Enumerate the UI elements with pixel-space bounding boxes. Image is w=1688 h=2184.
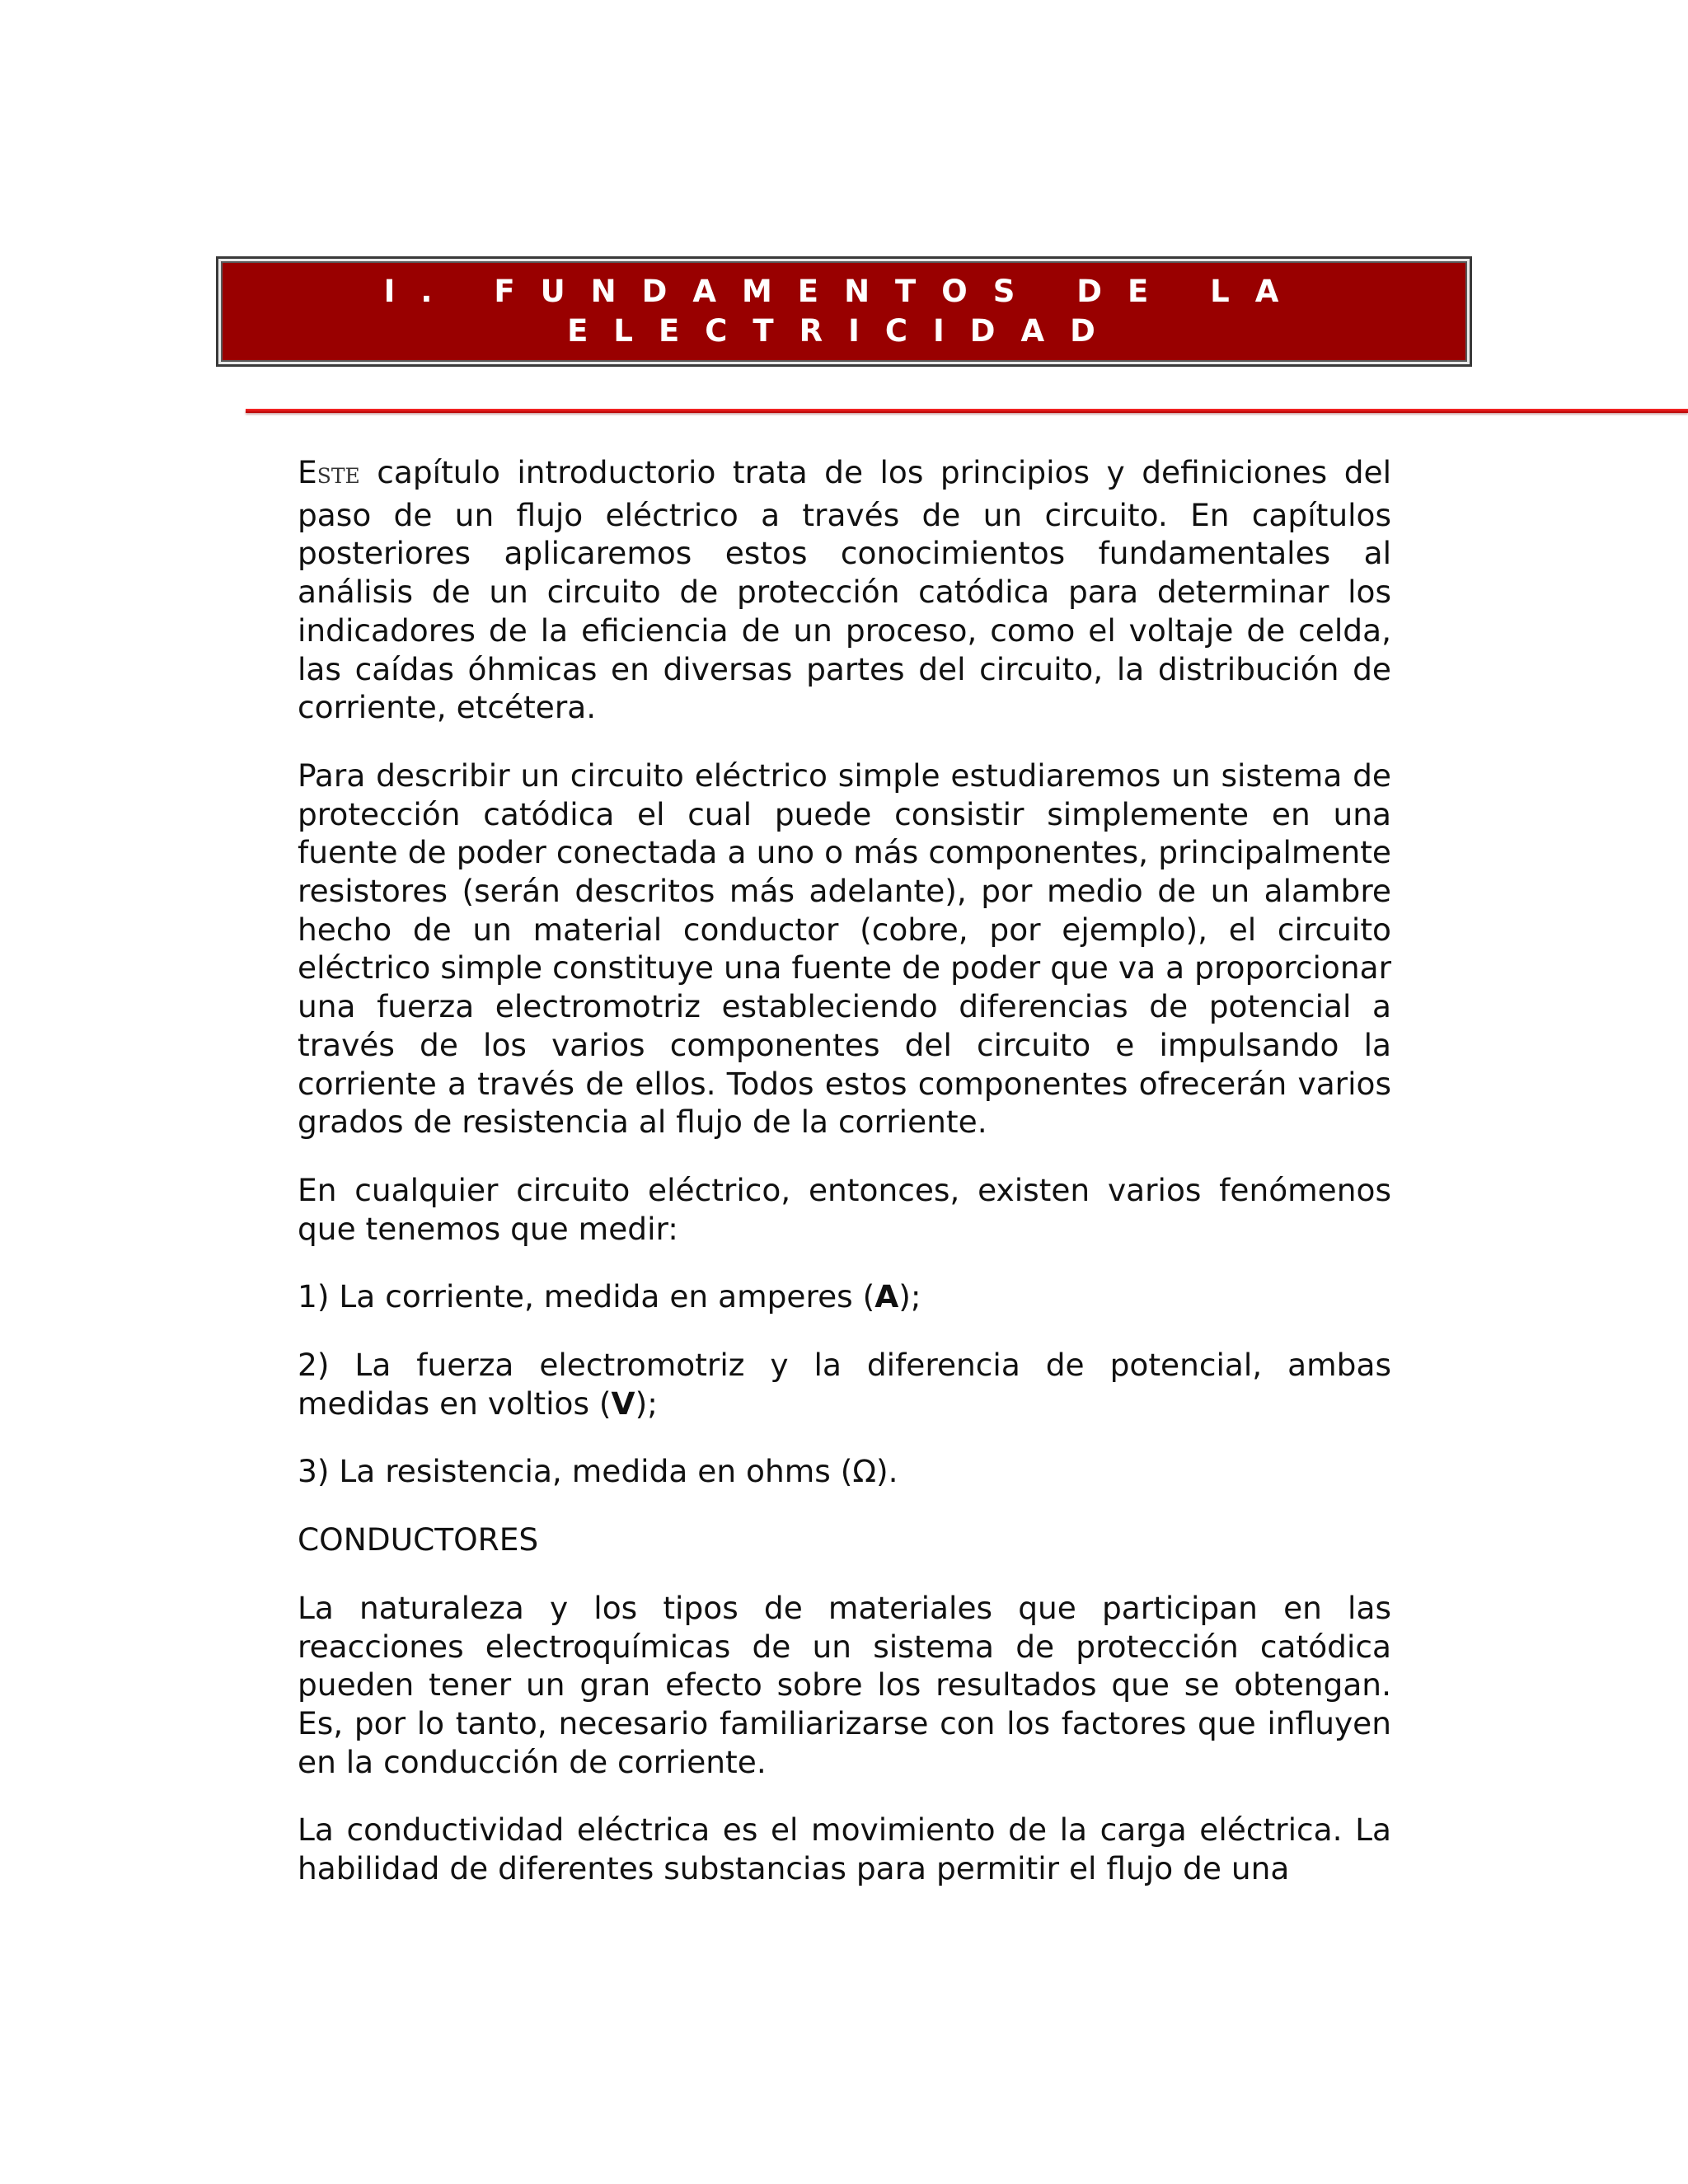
unit-volts: V [611, 1385, 635, 1422]
list-item-resistance: 3) La resistencia, medida en ohms (Ω). [298, 1453, 898, 1490]
circuit-description-paragraph: Para describir un circuito eléctrico simple estudiaremos un sistema de protección catódica el cual puede consistir simplemente en una fuente de poder conectada a uno o más componentes, principalmente resistores (serán descritos más adelante), por medio de un alambre hecho de un material conductor (cobre, por ejemplo), el circuito eléctrico simple constituye una fuente de poder que va a proporcionar una fuerza electromotriz estableciendo diferencias de potencial a través de los varios componentes del circuito e impulsando la corriente a través de ellos. Todos estos componentes ofrecerán varios grados de resistencia al flujo de la corriente. [298, 757, 1391, 1141]
chapter-title-line-1: I. FUNDAMENTOS DE LA [383, 274, 1305, 309]
unit-amperes: A [874, 1278, 899, 1315]
list-item-voltage-text: 2) La fuerza electromotriz y la diferencia de potencial, ambas medidas en voltios ( [298, 1347, 1391, 1422]
chapter-title-banner [216, 256, 1472, 367]
list-item-voltage-end: ); [635, 1385, 658, 1422]
chapter-body [298, 453, 1391, 1918]
list-item-current-end: ); [898, 1278, 921, 1315]
red-divider-rule [246, 409, 1688, 413]
materials-paragraph: La naturaleza y los tipos de materiales que participan en las reacciones electroquímicas de un sistema de protección catódica pueden tener un gran efecto sobre los resultados que se obtengan. Es, por lo tanto, necesario familiarizarse con los factores que influyen en la conducción de corriente. [298, 1589, 1391, 1780]
intro-initial-letter: E [298, 454, 317, 490]
phenomena-intro-paragraph: En cualquier circuito eléctrico, entonces, existen varios fenómenos que tenemos que medir: [298, 1171, 1391, 1247]
section-heading-conductores: CONDUCTORES [298, 1521, 539, 1558]
intro-small-caps: STE [316, 464, 360, 488]
conductivity-paragraph: La conductividad eléctrica es el movimiento de la carga eléctrica. La habilidad de diferentes substancias para permitir el flujo de una [298, 1811, 1391, 1887]
chapter-title-line-2: ELECTRICIDAD [567, 313, 1121, 349]
list-item-current [298, 1277, 1391, 1316]
list-item-current-text: 1) La corriente, medida en amperes ( [298, 1278, 875, 1315]
intro-paragraph [298, 453, 1391, 727]
intro-text: capítulo introductorio trata de los principios y definiciones del paso de un flujo eléctrico a través de un circuito. En capítulos posteriores aplicaremos estos conocimientos fundamentales al análisis de un circuito de protección catódica para determinar los indicadores de la eficiencia de un proceso, como el voltaje de celda, las caídas óhmicas en diversas partes del circuito, la distribución de corriente, etcétera. [298, 454, 1391, 726]
list-item-voltage [298, 1346, 1391, 1422]
